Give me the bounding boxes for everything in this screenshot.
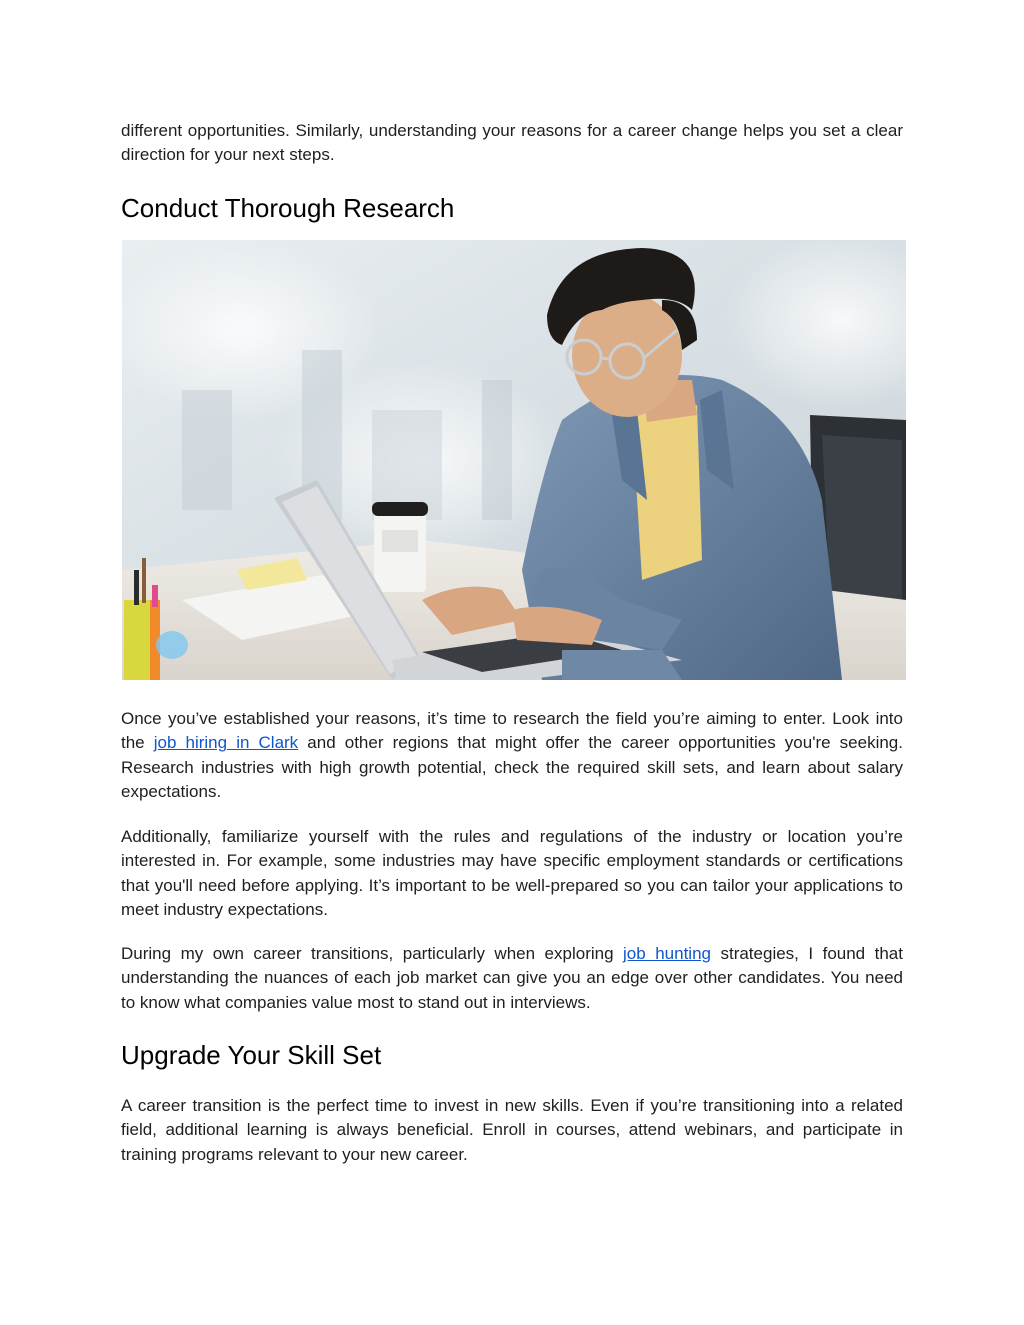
research-p1-text-after: and other regions that might offer the career opportunities you're seeking. Research industries with high growth potential, check the required skill sets, and learn about salary expectations. xyxy=(121,733,903,802)
intro-continuation-paragraph: different opportunities. Similarly, understanding your reasons for a career change helps you set a clear direction for your next steps. xyxy=(121,121,903,165)
research-p1-text-before: Once you’ve established your reasons, it’s time to research the field you’re aiming to enter. Look into the xyxy=(121,709,903,753)
student-laptop-photo xyxy=(122,240,906,680)
job-hunting-link[interactable]: job hunting xyxy=(623,944,711,963)
upgrade-paragraph-1: A career transition is the perfect time to invest in new skills. Even if you’re transitioning into a related field, additional learning is always beneficial. Enroll in courses, attend webinars, and participate in training programs relevant to your new career. xyxy=(121,1096,903,1164)
job-hiring-clark-link[interactable]: job hiring in Clark xyxy=(153,733,299,753)
research-p3-text-after: strategies, I found that understanding the nuances of each job market can give you an edge over other candidates. You need to know what companies value most to stand out in interviews. xyxy=(121,944,903,1012)
research-paragraph-2: Additionally, familiarize yourself with the rules and regulations of the industry or location you’re interested in. For example, some industries may have specific employment standards or certifications that you'll need before applying. It’s important to be well-prepared so you can tailor your applications to meet industry expectations. xyxy=(121,827,903,920)
research-paragraph-3 xyxy=(121,942,903,1015)
research-p3-text-before: During my own career transitions, particularly when exploring xyxy=(121,944,624,963)
research-paragraph-1 xyxy=(121,707,903,805)
photo-illustration xyxy=(122,240,906,680)
upgrade-skill-set-heading: Upgrade Your Skill Set xyxy=(121,1040,382,1070)
conduct-research-heading: Conduct Thorough Research xyxy=(121,193,455,223)
